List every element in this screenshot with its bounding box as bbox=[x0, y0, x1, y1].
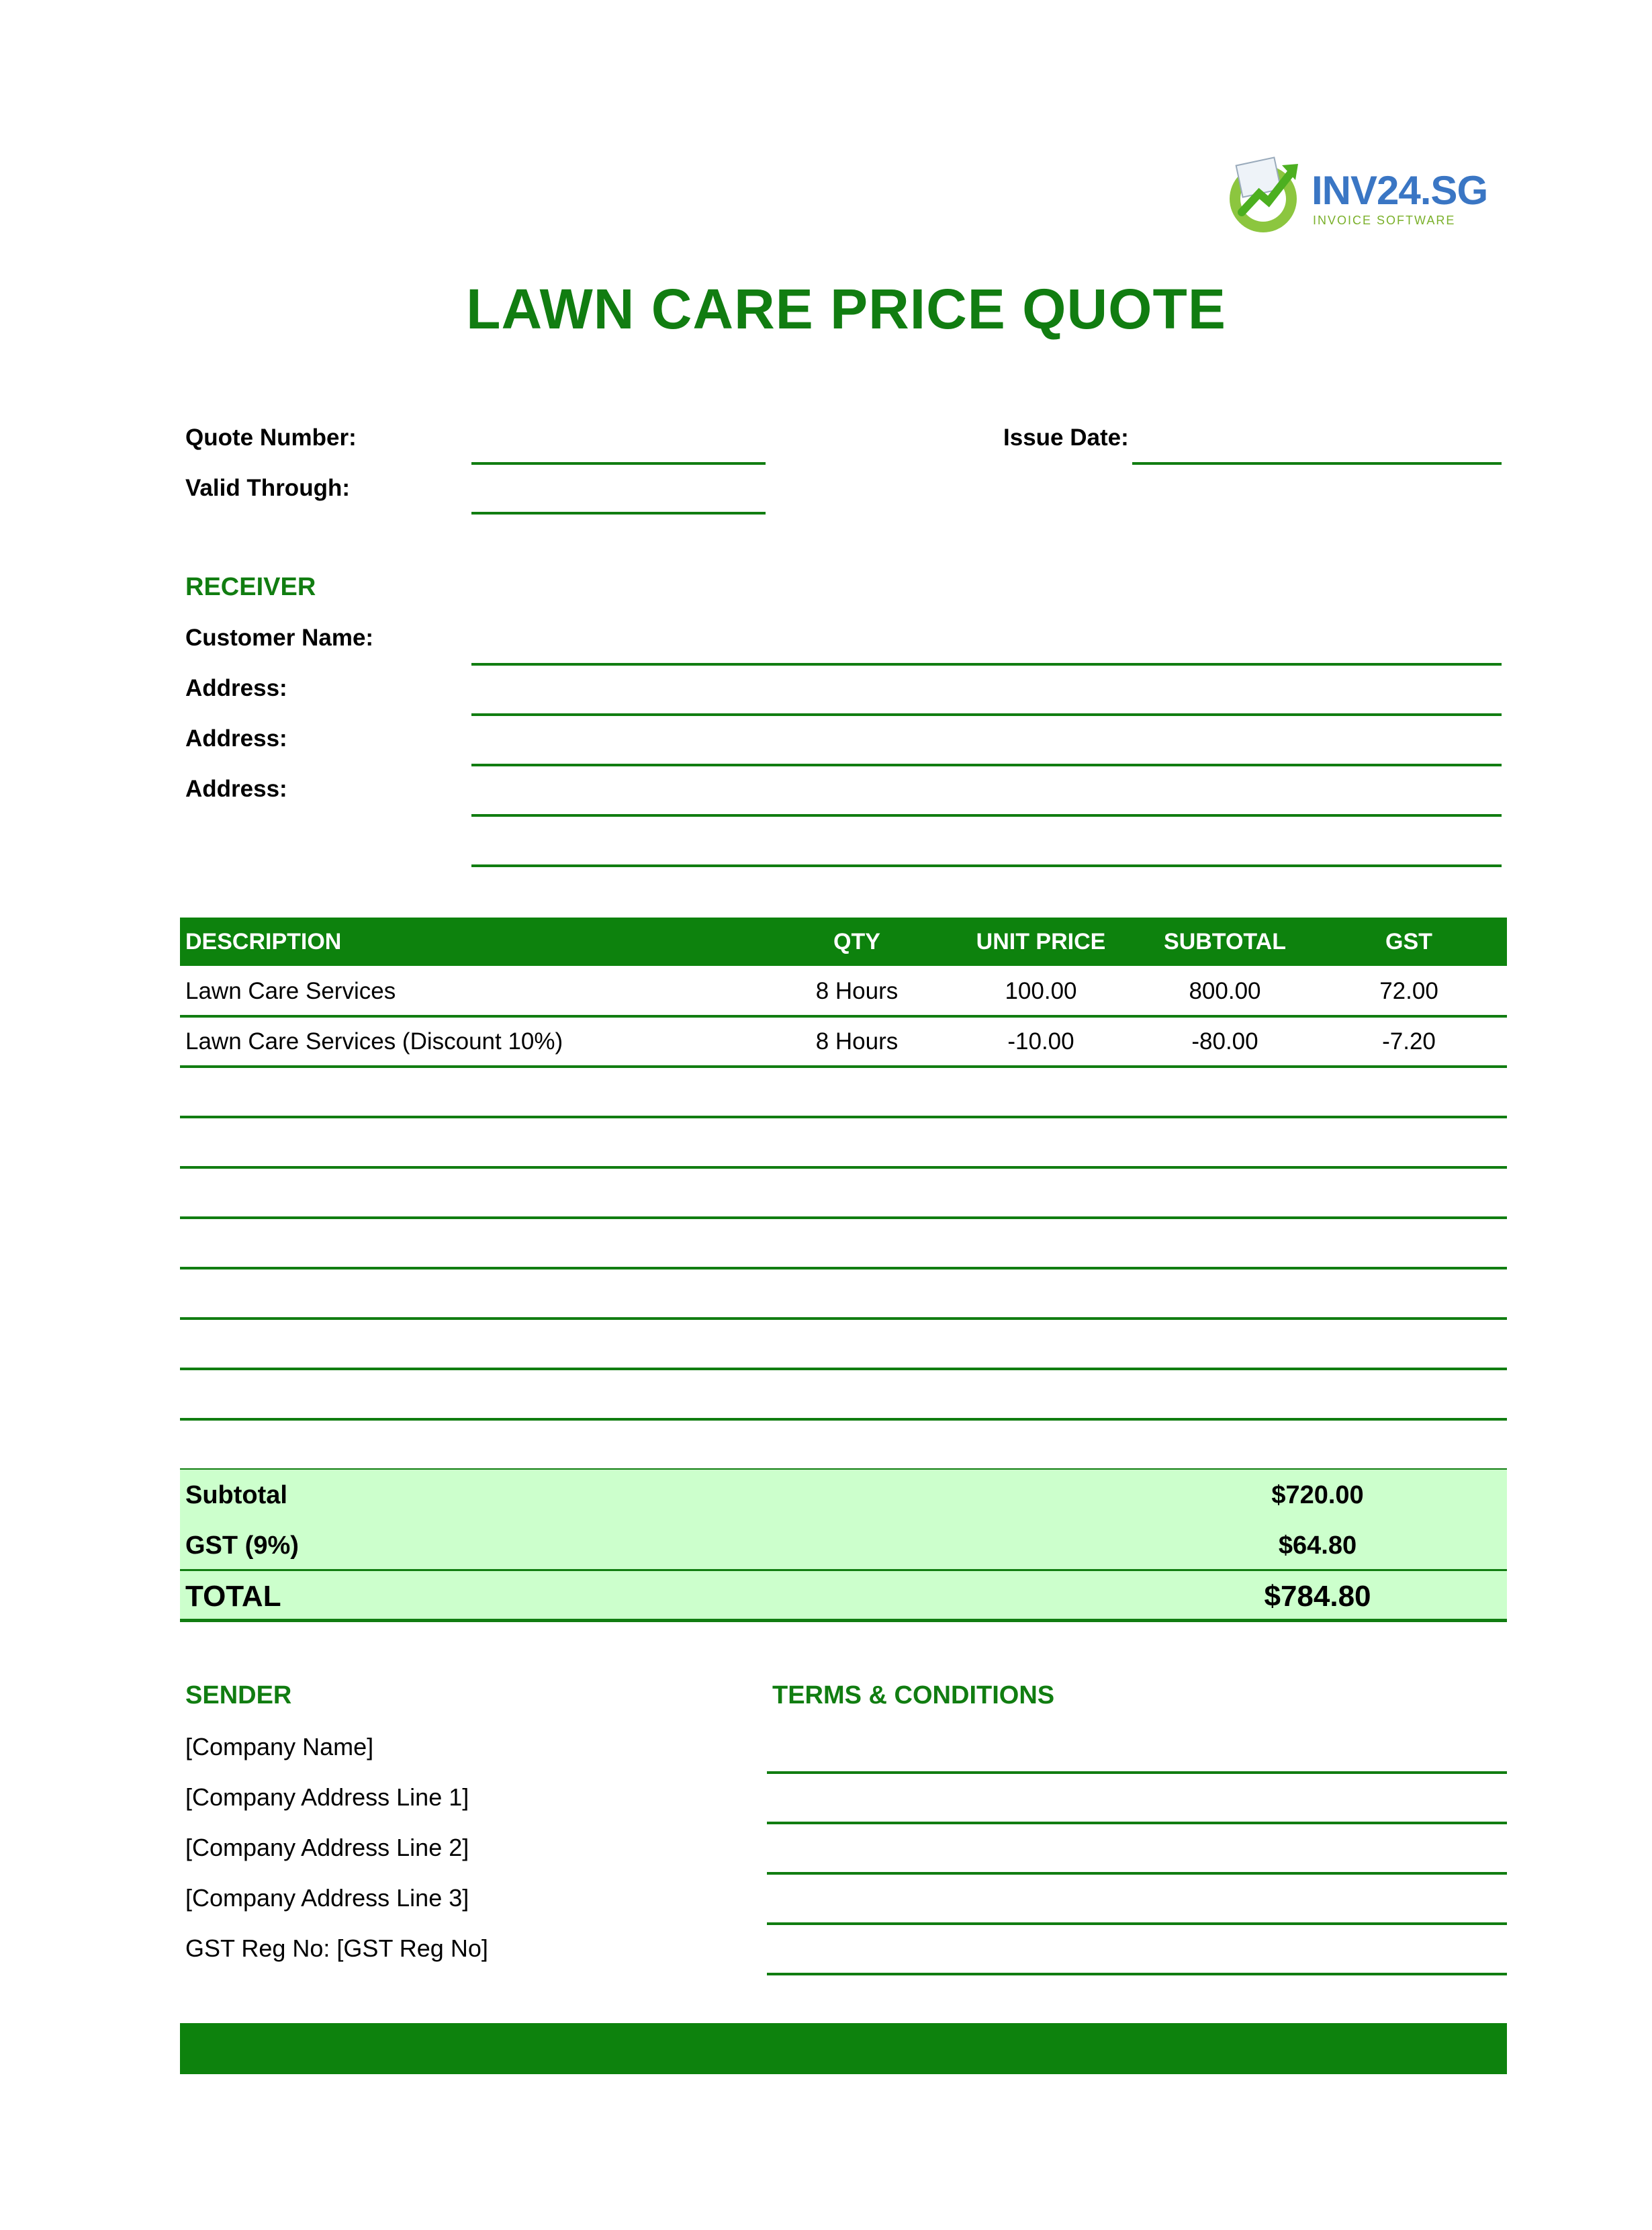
totals-bottom-border bbox=[180, 1619, 1507, 1622]
row-divider bbox=[180, 1065, 1507, 1068]
table-header bbox=[180, 918, 1507, 966]
row-unit-price: -10.00 bbox=[1007, 1028, 1074, 1055]
address-field-3[interactable] bbox=[471, 814, 1502, 817]
customer-name-field[interactable] bbox=[471, 663, 1502, 666]
sender-company-name: [Company Name] bbox=[185, 1733, 374, 1760]
column-header-description: DESCRIPTION bbox=[185, 929, 342, 954]
empty-table-row[interactable] bbox=[180, 1418, 1507, 1421]
terms-line[interactable] bbox=[767, 1922, 1507, 1925]
row-unit-price: 100.00 bbox=[1005, 978, 1077, 1004]
row-gst: -7.20 bbox=[1382, 1028, 1436, 1055]
row-subtotal: 800.00 bbox=[1189, 978, 1261, 1004]
terms-line[interactable] bbox=[767, 1822, 1507, 1824]
subtotal-label: Subtotal bbox=[185, 1481, 287, 1509]
gst-label: GST (9%) bbox=[185, 1531, 299, 1560]
address-label-2: Address: bbox=[185, 725, 287, 752]
valid-through-field[interactable] bbox=[471, 512, 766, 515]
issue-date-label: Issue Date: bbox=[1003, 425, 1129, 451]
address-field-4[interactable] bbox=[471, 864, 1502, 867]
logo-brand: INV24.SG bbox=[1312, 168, 1488, 213]
column-header-gst: GST bbox=[1385, 929, 1432, 954]
empty-table-row[interactable] bbox=[180, 1116, 1507, 1118]
address-field-1[interactable] bbox=[471, 713, 1502, 716]
empty-table-row[interactable] bbox=[180, 1267, 1507, 1269]
row-subtotal: -80.00 bbox=[1191, 1028, 1258, 1055]
totals-block bbox=[180, 1470, 1507, 1621]
empty-table-row[interactable] bbox=[180, 1368, 1507, 1370]
row-qty: 8 Hours bbox=[815, 978, 899, 1004]
total-value: $784.80 bbox=[1264, 1580, 1371, 1613]
sender-address-line-2: [Company Address Line 2] bbox=[185, 1834, 469, 1861]
footer-bar bbox=[180, 2023, 1507, 2074]
receiver-heading: RECEIVER bbox=[185, 573, 316, 601]
sender-address-line-3: [Company Address Line 3] bbox=[185, 1884, 469, 1912]
customer-name-label: Customer Name: bbox=[185, 625, 374, 651]
quote-number-field[interactable] bbox=[471, 462, 766, 465]
subtotal-value: $720.00 bbox=[1271, 1481, 1364, 1509]
address-label-3: Address: bbox=[185, 776, 287, 802]
row-gst: 72.00 bbox=[1379, 978, 1438, 1004]
valid-through-label: Valid Through: bbox=[185, 475, 350, 501]
row-description: Lawn Care Services (Discount 10%) bbox=[185, 1028, 563, 1055]
quote-number-label: Quote Number: bbox=[185, 425, 357, 451]
total-label: TOTAL bbox=[185, 1580, 281, 1613]
logo-emblem-icon bbox=[1226, 156, 1305, 235]
address-label-1: Address: bbox=[185, 675, 287, 701]
table-row bbox=[180, 966, 1507, 1016]
terms-line[interactable] bbox=[767, 1771, 1507, 1774]
totals-divider bbox=[180, 1569, 1507, 1571]
empty-table-row[interactable] bbox=[180, 1317, 1507, 1320]
company-logo bbox=[1226, 156, 1488, 236]
sender-heading: SENDER bbox=[185, 1681, 292, 1709]
empty-table-row[interactable] bbox=[180, 1166, 1507, 1169]
gst-value: $64.80 bbox=[1278, 1531, 1357, 1560]
logo-tagline: INVOICE SOFTWARE bbox=[1313, 214, 1456, 227]
terms-line[interactable] bbox=[767, 1872, 1507, 1875]
terms-heading: TERMS & CONDITIONS bbox=[772, 1681, 1055, 1709]
empty-table-row[interactable] bbox=[180, 1216, 1507, 1219]
issue-date-field[interactable] bbox=[1132, 462, 1502, 465]
column-header-qty: QTY bbox=[833, 929, 880, 954]
sender-gst-reg-no: GST Reg No: [GST Reg No] bbox=[185, 1934, 488, 1962]
page-title: LAWN CARE PRICE QUOTE bbox=[466, 277, 1226, 341]
address-field-2[interactable] bbox=[471, 764, 1502, 766]
row-qty: 8 Hours bbox=[815, 1028, 899, 1055]
terms-line[interactable] bbox=[767, 1973, 1507, 1975]
row-description: Lawn Care Services bbox=[185, 978, 396, 1004]
sender-address-line-1: [Company Address Line 1] bbox=[185, 1783, 469, 1811]
column-header-unit-price: UNIT PRICE bbox=[976, 929, 1106, 954]
column-header-subtotal: SUBTOTAL bbox=[1164, 929, 1286, 954]
table-row bbox=[180, 1016, 1507, 1067]
